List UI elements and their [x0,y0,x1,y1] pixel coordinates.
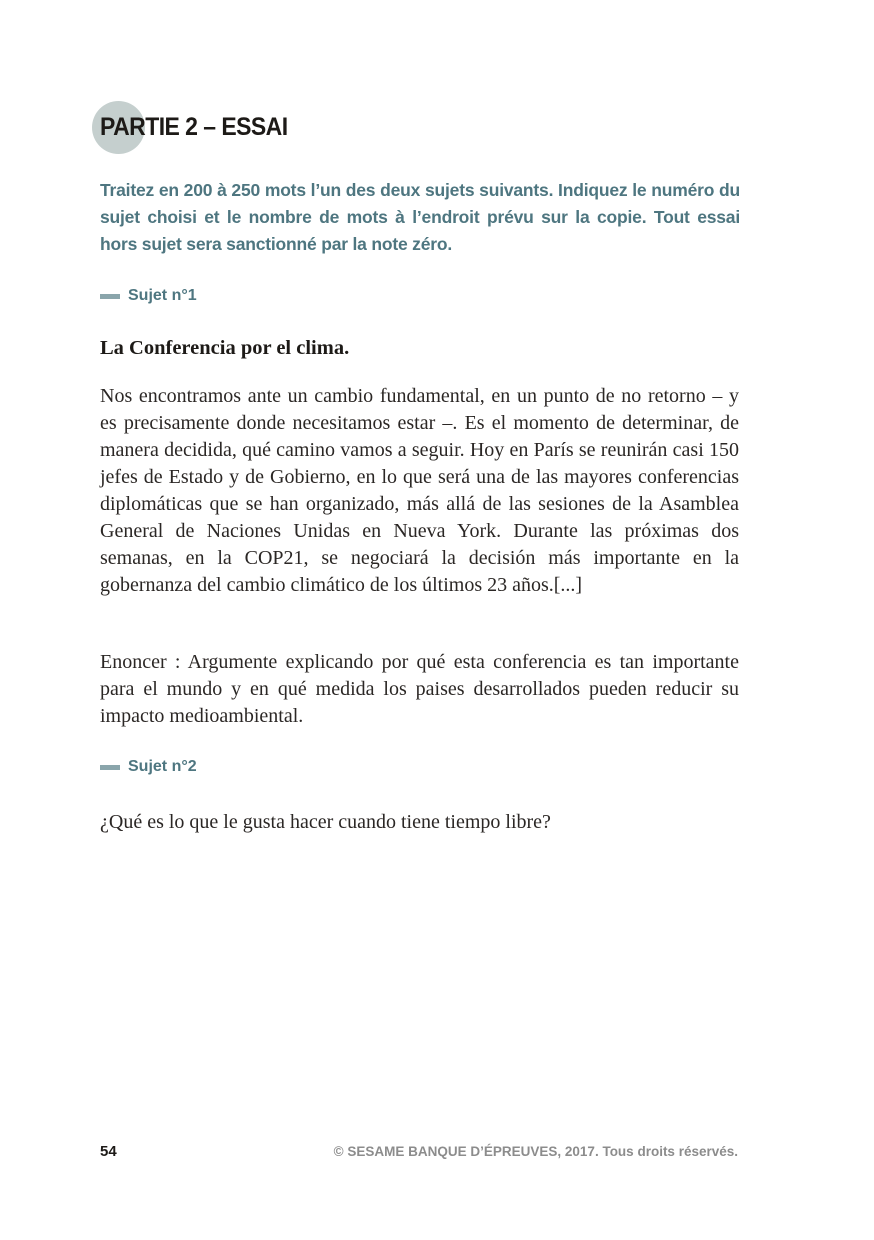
section-title: PARTIE 2 – ESSAI [100,113,288,141]
dash-bullet-icon [100,294,120,299]
dash-bullet-icon [100,765,120,770]
subject-2-label [100,758,197,776]
subject-1-passage: Nos encontramos ante un cambio fundamental, en un punto de no retorno – y es precisamente donde necesitamos estar –. Es el momento de determinar, de manera decidida, qué camino vamos a seguir. Hoy en París se reunirán casi 150 jefes de Estado y de Gobierno, en lo que será una de las mayores conferencias diplomáticas que se han organizado, más allá de las sesiones de la Asamblea General de Naciones Unidas en Nueva York. Durante las próximas dos semanas, en la COP21, se negociará la decisión más importante en la gobernanza del cambio climático de los últimos 23 años.[...] [100,385,739,596]
subject-2-question: ¿Qué es lo que le gusta hacer cuando tiene tiempo libre? [100,811,551,833]
subject-2-label-text: Sujet n°2 [128,758,197,775]
subject-1-label-text: Sujet n°1 [128,287,197,304]
subject-1-label [100,287,197,305]
subject-1-prompt: Enoncer : Argumente explicando por qué esta conferencia es tan importante para el mundo y en qué medida los paises desarrollados pueden reducir su impacto medioambiental. [100,651,739,727]
subject-1-heading: La Conferencia por el clima. [100,337,350,359]
section-header [92,101,742,155]
copyright-notice: © SESAME BANQUE D’ÉPREUVES, 2017. Tous droits réservés. [333,1144,738,1159]
instructions: Traitez en 200 à 250 mots l’un des deux sujets suivants. Indiquez le numéro du sujet choisi et le nombre de mots à l’endroit prévu sur la copie. Tout essai hors sujet sera sanctionné par la note zéro. [100,180,740,254]
page-number: 54 [100,1143,117,1160]
